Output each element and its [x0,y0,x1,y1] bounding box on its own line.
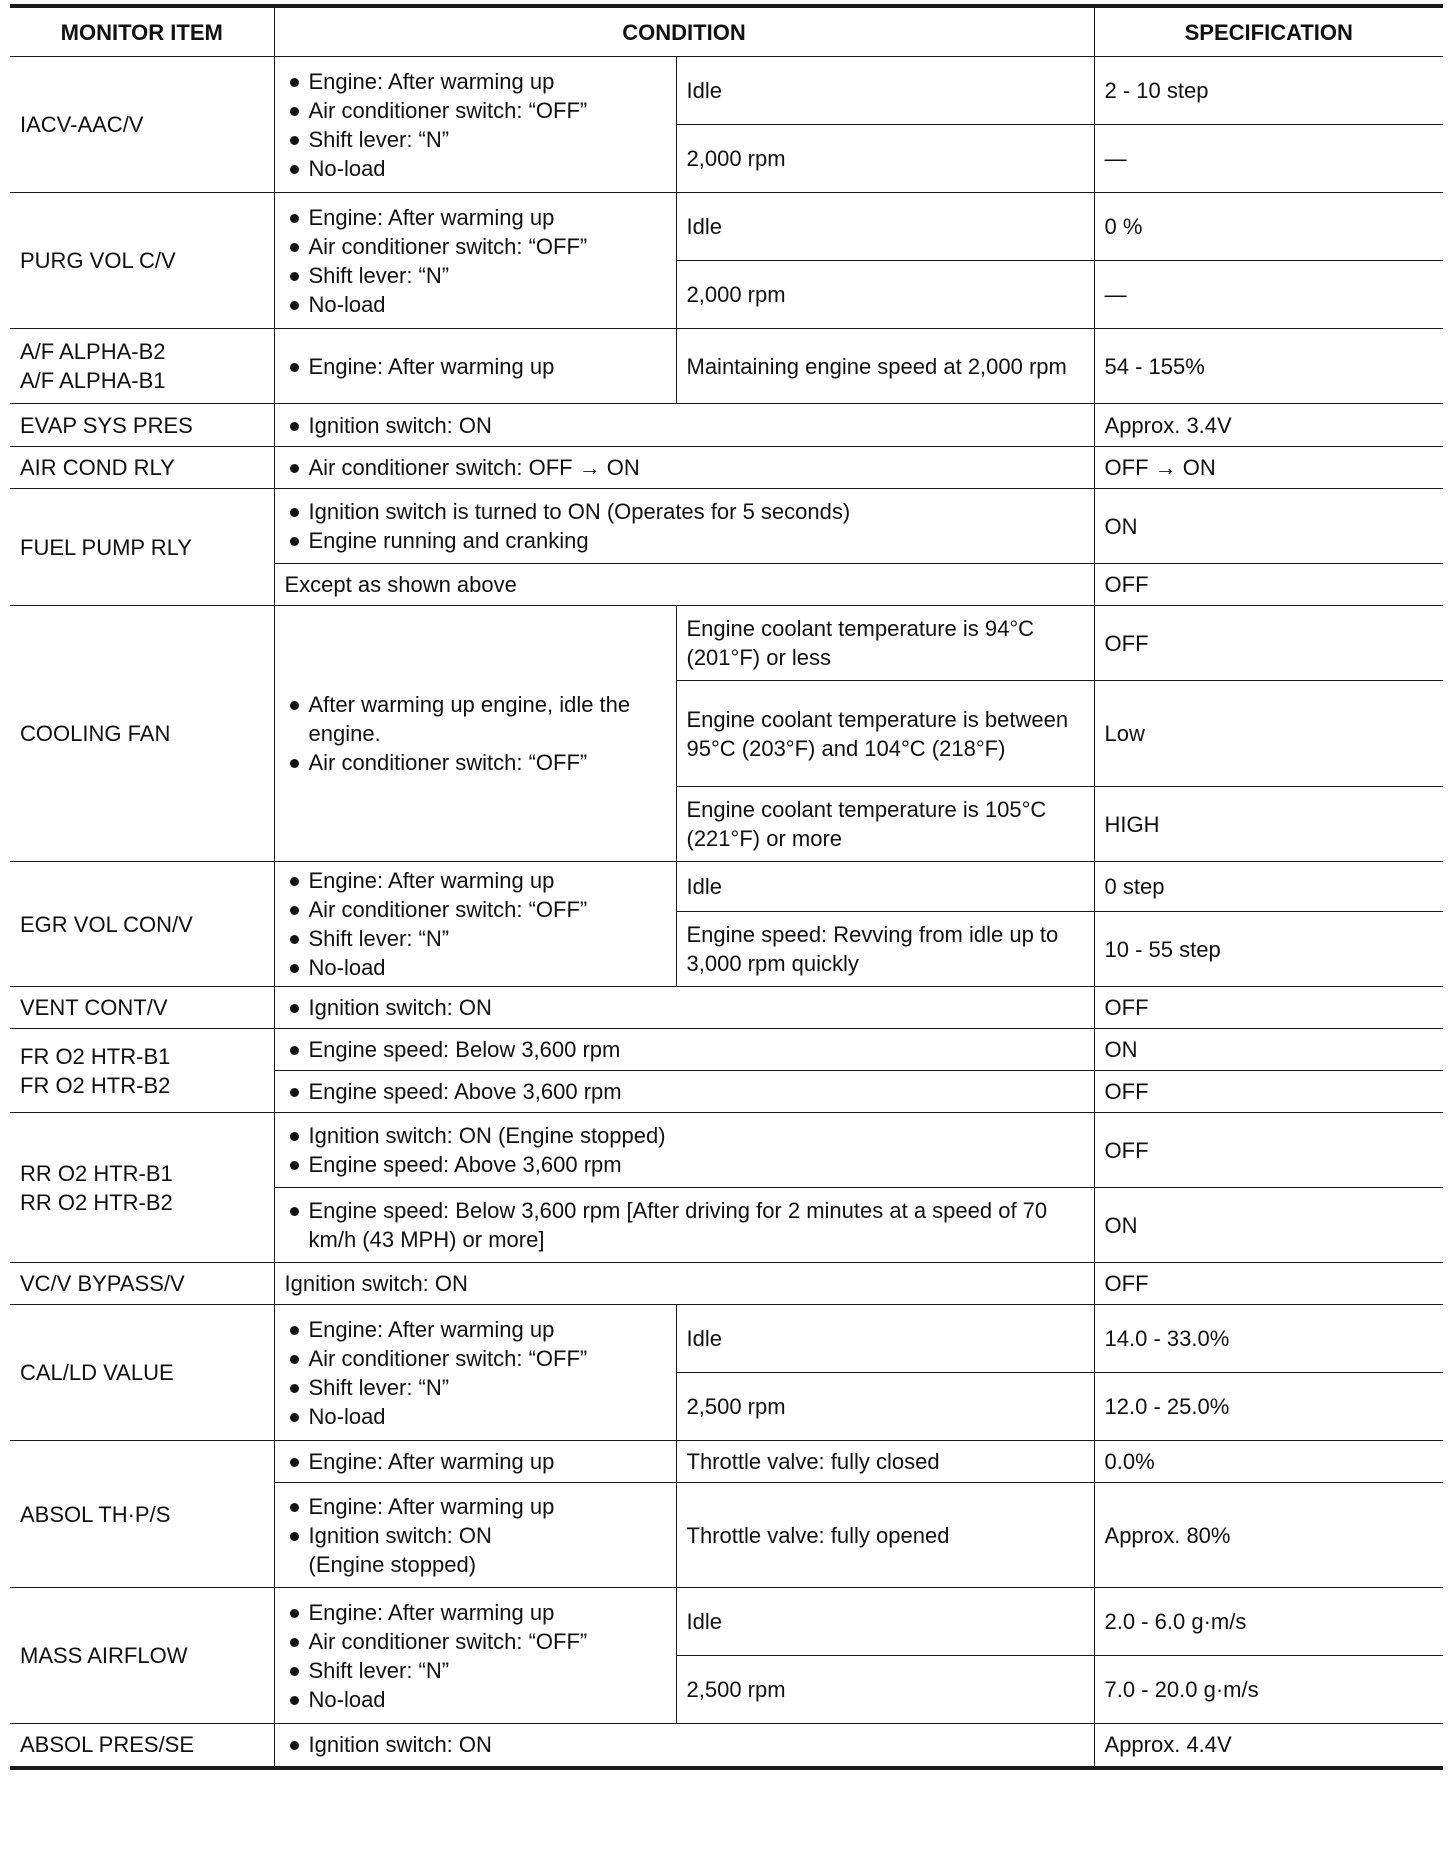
specification-value: 0.0% [1094,1441,1443,1483]
condition-bullet: No-load [285,154,666,183]
sub-condition: 2,500 rpm [676,1373,1094,1441]
monitor-item: IACV-AAC/V [10,57,274,193]
condition-bullet: Shift lever: “N” [285,125,666,154]
condition-cell [274,1724,1094,1768]
sub-condition: Throttle valve: fully opened [676,1483,1094,1588]
condition-bullet: Engine: After warming up [285,1598,666,1627]
sub-condition: Throttle valve: fully closed [676,1441,1094,1483]
condition-bullet: Engine: After warming up [285,1315,666,1344]
monitor-item-line: FR O2 HTR-B2 [20,1072,171,1098]
monitor-item: MASS AIRFLOW [10,1588,274,1724]
sub-condition: Engine coolant temperature is between 95°C (203°F) and 104°C (218°F) [676,681,1094,787]
specification-value: ON [1094,489,1443,564]
condition-cell [274,489,1094,564]
specification-value: 54 - 155% [1094,329,1443,404]
condition-cell [274,447,1094,489]
sub-condition: Idle [676,193,1094,261]
table-row [10,57,1443,125]
condition-bullet: Engine: After warming up [285,203,666,232]
sub-condition: Idle [676,57,1094,125]
monitor-item [10,1113,274,1263]
specification-value: ON [1094,1029,1443,1071]
specification-value: — [1094,125,1443,193]
condition-bullet: Ignition switch is turned to ON (Operates for 5 seconds) [285,497,1084,526]
specification-value: Approx. 4.4V [1094,1724,1443,1768]
sub-condition: 2,000 rpm [676,125,1094,193]
condition-bullet: After warming up engine, idle the engine. [285,690,666,748]
condition-cell [274,1441,676,1483]
condition-bullet: Engine: After warming up [285,1492,666,1521]
condition-bullet: Engine running and cranking [285,526,1084,555]
condition-cell [274,57,676,193]
condition-cell [274,606,676,862]
condition-bullet: Shift lever: “N” [285,1656,666,1685]
table-row [10,447,1443,489]
condition-bullet: Air conditioner switch: OFF → ON [285,453,1084,482]
monitor-item: AIR COND RLY [10,447,274,489]
specification-value: Approx. 3.4V [1094,404,1443,447]
monitor-spec-table [10,4,1443,1770]
condition-bullet: Engine speed: Below 3,600 rpm [After driving for 2 minutes at a speed of 70 km/h (43 MPH) or more] [285,1196,1084,1254]
specification-value: 0 step [1094,862,1443,912]
condition-bullet: Air conditioner switch: “OFF” [285,96,666,125]
monitor-item-line: A/F ALPHA-B2 [20,339,166,364]
sub-condition: Engine coolant temperature is 94°C (201°F) or less [676,606,1094,681]
monitor-item: PURG VOL C/V [10,193,274,329]
condition-cell [274,193,676,329]
specification-value: OFF [1094,564,1443,606]
condition-cell [274,1305,676,1441]
header-condition: CONDITION [274,6,1094,57]
monitor-item: VC/V BYPASS/V [10,1263,274,1305]
condition-cell [274,987,1094,1029]
condition-bullet: Engine: After warming up [285,1447,666,1476]
condition-bullet: Shift lever: “N” [285,1373,666,1402]
condition-text: Ignition switch: ON [308,1522,492,1548]
specification-value: Low [1094,681,1443,787]
monitor-item: EVAP SYS PRES [10,404,274,447]
condition-bullet: Engine speed: Above 3,600 rpm [285,1150,1084,1179]
condition-cell [274,404,1094,447]
sub-condition: 2,500 rpm [676,1656,1094,1724]
condition-bullet: No-load [285,290,666,319]
table-row [10,1305,1443,1373]
specification-value: OFF [1094,1071,1443,1113]
condition-cell [274,329,676,404]
specification-value: Approx. 80% [1094,1483,1443,1588]
table-row [10,489,1443,564]
condition-cell [274,1483,676,1588]
table-row [10,1724,1443,1768]
table-row [10,1441,1443,1483]
table-row [10,862,1443,912]
table-row [10,1588,1443,1656]
sub-condition: Idle [676,862,1094,912]
condition-cell: Ignition switch: ON [274,1263,1094,1305]
sub-condition: 2,000 rpm [676,261,1094,329]
condition-bullet [285,1521,666,1579]
header-monitor-item: MONITOR ITEM [10,6,274,57]
monitor-item: VENT CONT/V [10,987,274,1029]
specification-value: OFF → ON [1094,447,1443,489]
specification-value: 14.0 - 33.0% [1094,1305,1443,1373]
monitor-item: EGR VOL CON/V [10,862,274,987]
sub-condition: Engine coolant temperature is 105°C (221°F) or more [676,787,1094,862]
spec-sheet [10,4,1443,1770]
specification-value: — [1094,261,1443,329]
specification-value: OFF [1094,1263,1443,1305]
condition-bullet: Engine: After warming up [285,67,666,96]
condition-bullet: Air conditioner switch: “OFF” [285,232,666,261]
condition-bullet: Air conditioner switch: “OFF” [285,748,666,777]
specification-value: 7.0 - 20.0 g·m/s [1094,1656,1443,1724]
monitor-item: CAL/LD VALUE [10,1305,274,1441]
condition-bullet: No-load [285,1685,666,1714]
condition-note: (Engine stopped) [308,1551,477,1577]
header-row [10,6,1443,57]
condition-cell [274,1188,1094,1263]
sub-condition: Idle [676,1305,1094,1373]
monitor-item [10,1029,274,1113]
monitor-item-line: FR O2 HTR-B1 [20,1043,171,1069]
table-row [10,193,1443,261]
condition-bullet: Air conditioner switch: “OFF” [285,1627,666,1656]
monitor-item: ABSOL TH·P/S [10,1441,274,1588]
specification-value: HIGH [1094,787,1443,862]
specification-value: 0 % [1094,193,1443,261]
condition-bullet: Air conditioner switch: “OFF” [285,895,666,924]
specification-value: 2 - 10 step [1094,57,1443,125]
condition-bullet: Ignition switch: ON [285,1730,1084,1759]
monitor-item-line: RR O2 HTR-B2 [20,1189,173,1215]
condition-cell [274,1071,1094,1113]
monitor-item-line: A/F ALPHA-B1 [20,368,166,393]
sub-condition: Maintaining engine speed at 2,000 rpm [676,329,1094,404]
table-row [10,329,1443,404]
specification-value: 2.0 - 6.0 g·m/s [1094,1588,1443,1656]
condition-bullet: Shift lever: “N” [285,261,666,290]
specification-value: OFF [1094,1113,1443,1188]
table-row [10,404,1443,447]
table-row [10,606,1443,681]
condition-bullet: Engine speed: Below 3,600 rpm [285,1035,1084,1064]
condition-cell [274,1029,1094,1071]
sub-condition: Idle [676,1588,1094,1656]
condition-cell [274,1113,1094,1188]
sub-condition: Engine speed: Revving from idle up to 3,000 rpm quickly [676,912,1094,987]
specification-value: ON [1094,1188,1443,1263]
condition-cell [274,1588,676,1724]
condition-bullet: Engine: After warming up [285,352,666,381]
monitor-item [10,329,274,404]
monitor-item: FUEL PUMP RLY [10,489,274,606]
condition-bullet: Ignition switch: ON [285,411,1084,440]
condition-cell: Except as shown above [274,564,1094,606]
specification-value: 10 - 55 step [1094,912,1443,987]
specification-value: OFF [1094,987,1443,1029]
condition-bullet: Shift lever: “N” [285,924,666,953]
condition-bullet: Ignition switch: ON (Engine stopped) [285,1121,1084,1150]
monitor-item-line: RR O2 HTR-B1 [20,1160,173,1186]
monitor-item: ABSOL PRES/SE [10,1724,274,1768]
table-row [10,1263,1443,1305]
specification-value: 12.0 - 25.0% [1094,1373,1443,1441]
condition-bullet: Engine speed: Above 3,600 rpm [285,1077,1084,1106]
header-specification: SPECIFICATION [1094,6,1443,57]
table-row [10,987,1443,1029]
condition-bullet: No-load [285,1402,666,1431]
specification-value: OFF [1094,606,1443,681]
condition-bullet: No-load [285,953,666,982]
condition-bullet: Ignition switch: ON [285,993,1084,1022]
table-row [10,1113,1443,1188]
table-row [10,1029,1443,1071]
condition-bullet: Air conditioner switch: “OFF” [285,1344,666,1373]
monitor-item: COOLING FAN [10,606,274,862]
condition-cell [274,862,676,987]
condition-bullet: Engine: After warming up [285,866,666,895]
